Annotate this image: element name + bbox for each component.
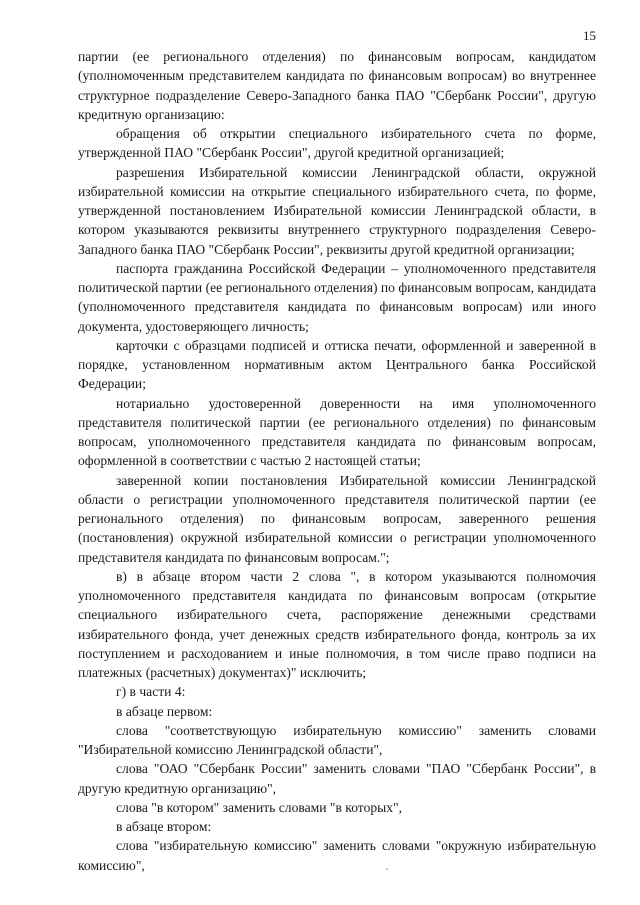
paragraph: слова "в котором" заменить словами "в которых", bbox=[116, 799, 403, 815]
paragraph: разрешения Избирательной комиссии Ленинградской области, окружной избирательной комиссии на открытие специального избирательного счета, по форме, утвержденной постановлением Избирательной комиссии Ленинградской области, в котором указываются реквизиты внутреннего структурного подразделения Северо-Западного банка ПАО "Сбербанк России", реквизиты другой кредитной организации; bbox=[78, 164, 596, 257]
paragraph: в) в абзаце втором части 2 слова ", в котором указываются полномочия уполномоченного представителя кандидата по финансовым вопросам (открытие специального избирательного счета, распоряжение денежными средствами избирательного фонда, учет денежных средств избирательного фонда, контроль за их поступлением и расходованием и иные полномочия, в том числе право подписи на платежных (расчетных) документах)" исключить; bbox=[78, 568, 596, 680]
paragraph: слова "соответствующую избирательную комиссию" заменить словами "Избирательной комиссию Ленинградской области", bbox=[78, 722, 596, 757]
document-body bbox=[78, 47, 596, 875]
paragraph: г) в части 4: bbox=[116, 684, 186, 700]
paragraph: партии (ее регионального отделения) по финансовым вопросам, кандидатом (уполномоченным представителем кандидата по финансовым вопросам) во внутреннее структурное подразделение Северо-Западного банка ПАО "Сбербанк России", другую кредитную организацию: bbox=[78, 49, 596, 122]
paragraph: нотариально удостоверенной доверенности на имя уполномоченного представителя политической партии (ее регионального отделения) по финансовым вопросам, уполномоченного представителя кандидата по финансовым вопросам, оформленной в соответствии с частью 2 настоящей статьи; bbox=[78, 395, 596, 469]
paragraph: обращения об открытии специального избирательного счета по форме, утвержденной ПАО "Сбербанк России", другой кредитной организацией; bbox=[78, 126, 596, 161]
paragraph: в абзаце втором: bbox=[116, 819, 212, 834]
paragraph: слова "избирательную комиссию" заменить словами "окружную избирательную комиссию", bbox=[78, 838, 596, 873]
paragraph: заверенной копии постановления Избирательной комиссии Ленинградской области о регистрации уполномоченного представителя политической партии (ее регионального отделения) по финансовым вопросам, заверенного решения (постановления) окружной избирательной комиссии о регистрации уполномоченного представителя кандидата по финансовым вопросам."; bbox=[78, 472, 596, 565]
paragraph: слова "ОАО "Сбербанк России" заменить словами "ПАО "Сбербанк России", в другую кредитную организацию", bbox=[78, 761, 596, 796]
scan-speck bbox=[386, 868, 388, 870]
paragraph: карточки с образцами подписей и оттиска печати, оформленной и заверенной в порядке, установленном нормативным актом Центрального банка Российской Федерации; bbox=[78, 337, 596, 392]
paragraph: паспорта гражданина Российской Федерации – уполномоченного представителя политической партии (ее регионального отделения) по финансовым вопросам, кандидата (уполномоченного представителя кандидата по финансовым вопросам) или иного документа, удостоверяющего личность; bbox=[78, 260, 596, 334]
paragraph: в абзаце первом: bbox=[116, 703, 213, 719]
page-number: 15 bbox=[583, 28, 596, 43]
